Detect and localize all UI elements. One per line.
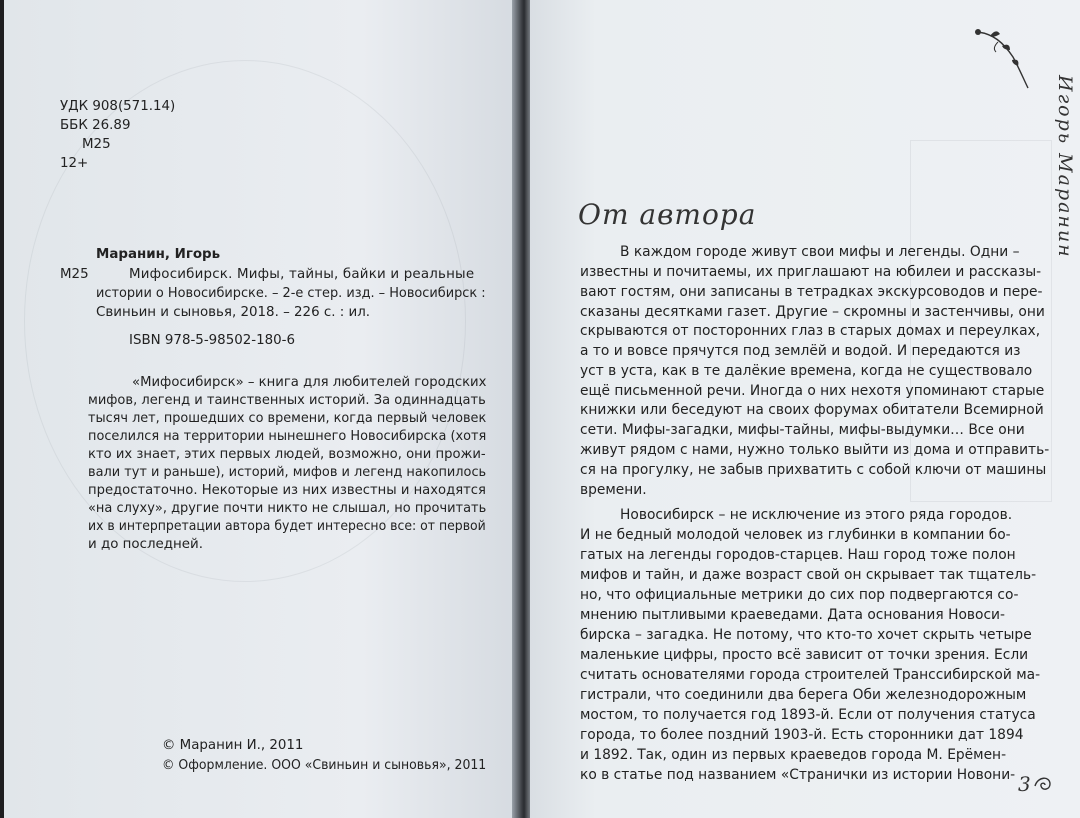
margin-author-mark: М25 bbox=[60, 267, 89, 282]
body-line: В каждом городе живут свои мифы и легенды. Одни – bbox=[620, 244, 1020, 260]
body-line: мнению пытливыми краеведами. Дата основания Новоси- bbox=[580, 607, 1005, 623]
isbn: ISBN 978-5-98502-180-6 bbox=[129, 333, 295, 348]
foreword-page bbox=[530, 0, 1080, 818]
annotation-line: вали тут и раньше), историй, мифов и легенд накопилось bbox=[88, 465, 487, 480]
floral-ornament-icon bbox=[968, 22, 1038, 92]
body-line: сети. Мифы-загадки, мифы-тайны, мифы-выдумки… Все они bbox=[580, 422, 1025, 438]
body-line: уст в уста, как в те далёкие времена, когда не существовало bbox=[580, 363, 1033, 379]
copyright-author: © Маранин И., 2011 bbox=[162, 738, 304, 753]
body-line: и 1892. Так, один из первых краеведов города М. Ерёмен- bbox=[580, 747, 1007, 763]
running-author-name: Игорь Маранин bbox=[1054, 75, 1076, 259]
section-title: От автора bbox=[578, 198, 757, 231]
body-line: времени. bbox=[580, 482, 647, 498]
copyright-design: © Оформление. ООО «Свиньин и сыновья», 2011 bbox=[162, 758, 487, 773]
body-line: сказаны десятками газет. Другие – скромны и застенчивы, они bbox=[580, 304, 1045, 320]
body-line: бирска – загадка. Не потому, что кто-то хочет скрыть четыре bbox=[580, 627, 1032, 643]
annotation-line: «Мифосибирск» – книга для любителей городских bbox=[132, 375, 487, 390]
body-line: живут рядом с нами, нужно только выйти из дома и отправить- bbox=[580, 442, 1050, 458]
annotation-line: кто их знает, этих первых людей, возможно, они прожи- bbox=[88, 447, 486, 462]
author-mark: М25 bbox=[82, 137, 111, 152]
annotation-line: предостаточно. Некоторые из них известны и находятся bbox=[88, 483, 486, 498]
body-line: ещё письменной речи. Иногда о них нехотя упоминают старые bbox=[580, 383, 1045, 399]
author-heading: Маранин, Игорь bbox=[96, 247, 221, 262]
age-rating: 12+ bbox=[60, 156, 89, 171]
annotation-line: поселился на территории нынешнего Новосибирска (хотя bbox=[88, 429, 487, 444]
body-line: известны и почитаемы, их приглашают на юбилеи и рассказы- bbox=[580, 264, 1042, 280]
body-line: маленькие цифры, просто всё зависит от точки зрения. Если bbox=[580, 647, 1029, 663]
body-line: И не бедный молодой человек из глубинки в компании бо- bbox=[580, 527, 1011, 543]
body-line: вают гостям, они записаны в тетрадках экскурсоводов и пере- bbox=[580, 284, 1043, 300]
annotation-line: «на слуху», другие почти никто не слышал, но прочитать bbox=[88, 501, 487, 516]
page-number: 3 bbox=[1018, 772, 1031, 796]
folio-swirl-icon bbox=[1032, 774, 1054, 796]
body-line: ся на прогулку, не забыв прихватить с собой ключи от машины bbox=[580, 462, 1047, 478]
body-line: но, что официальные метрики до сих пор подвергаются со- bbox=[580, 587, 1019, 603]
body-line: Новосибирск – не исключение из этого ряда городов. bbox=[620, 507, 1013, 523]
body-line: мостом, то получается год 1893-й. Если от получения статуса bbox=[580, 707, 1036, 723]
annotation-line: тысяч лет, прошедших со времени, когда первый человек bbox=[88, 411, 487, 426]
annotation-line: и до последней. bbox=[88, 537, 203, 552]
bibliographic-line-3: Свиньин и сыновья, 2018. – 226 с. : ил. bbox=[96, 305, 371, 320]
annotation-line: их в интерпретации автора будет интересно все: от первой bbox=[88, 519, 486, 534]
body-line: гатых на легенды городов-старцев. Наш город тоже полон bbox=[580, 547, 1016, 563]
bibliographic-line-2: истории о Новосибирске. – 2-е стер. изд. – Новосибирск : bbox=[96, 286, 486, 301]
annotation-line: мифов, легенд и таинственных историй. За одиннадцать bbox=[88, 393, 486, 408]
body-line: гистрали, что соединили два берега Оби железнодорожным bbox=[580, 687, 1027, 703]
imprint-page bbox=[4, 0, 516, 818]
body-line: книжки или беседуют на своих форумах обитатели Всемирной bbox=[580, 402, 1044, 418]
body-line: мифов и тайн, и даже возраст свой он скрывает так тщатель- bbox=[580, 567, 1037, 583]
body-line: скрываются от посторонних глаз в старых домах и переулках, bbox=[580, 323, 1041, 339]
udk-code: УДК 908(571.14) bbox=[60, 99, 176, 114]
body-line: а то и вовсе прячутся под землёй и водой. И передаются из bbox=[580, 343, 1021, 359]
body-line: города, то более поздний 1903-й. Есть сторонники дат 1894 bbox=[580, 727, 1024, 743]
bbk-code: ББК 26.89 bbox=[60, 118, 131, 133]
body-line: ко в статье под названием «Странички из истории Новони- bbox=[580, 767, 1016, 783]
bibliographic-line-1: Мифосибирск. Мифы, тайны, байки и реальные bbox=[129, 267, 475, 282]
body-line: считать основателями города строителей Транссибирской ма- bbox=[580, 667, 1041, 683]
